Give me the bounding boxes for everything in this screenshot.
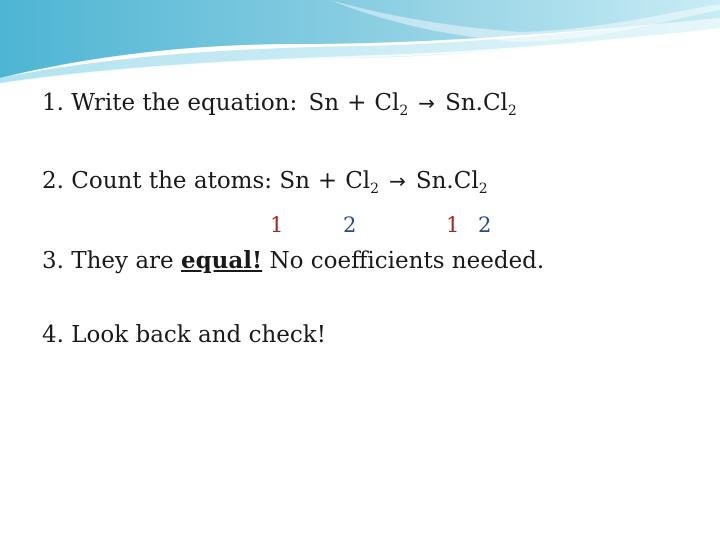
count-sn-product: 1 <box>446 213 460 237</box>
reactant-sn: Sn <box>279 168 310 194</box>
step-3-line <box>42 247 544 274</box>
reactant-cl: Cl <box>374 90 400 116</box>
cl-subscript: 2 <box>399 103 409 119</box>
count-cl-reactant: 2 <box>343 213 357 237</box>
product-sncl: Sn.Cl <box>415 168 479 194</box>
product-sncl: Sn.Cl <box>445 90 508 116</box>
step-1-line <box>42 90 517 119</box>
cl-subscript: 2 <box>370 181 380 197</box>
plus-sign: + <box>317 168 338 194</box>
step-2-equation <box>279 168 488 197</box>
right-arrow-icon: → <box>418 91 436 115</box>
reactant-sn: Sn <box>308 90 340 116</box>
decorative-header-banner <box>0 0 720 90</box>
right-arrow-icon: → <box>389 169 406 193</box>
count-sn-reactant: 1 <box>270 213 284 237</box>
step-1-prefix: 1. Write the equation: <box>42 90 298 116</box>
equal-emphasis: equal! <box>180 247 263 274</box>
step-2-prefix: 2. Count the atoms: <box>42 168 273 194</box>
product-subscript: 2 <box>478 181 488 197</box>
step-4-line <box>42 322 326 348</box>
count-cl-product: 2 <box>478 213 492 237</box>
plus-sign: + <box>347 90 367 116</box>
product-subscript: 2 <box>507 103 517 119</box>
step-1-equation <box>308 90 517 119</box>
step-3-prefix: 3. They are <box>42 248 174 274</box>
reactant-cl: Cl <box>345 168 371 194</box>
step-2-line <box>42 168 488 197</box>
step-3-suffix: No coefficients needed. <box>269 248 545 274</box>
step-4-text: 4. Look back and check! <box>42 322 326 348</box>
atom-counts-row <box>0 213 720 243</box>
